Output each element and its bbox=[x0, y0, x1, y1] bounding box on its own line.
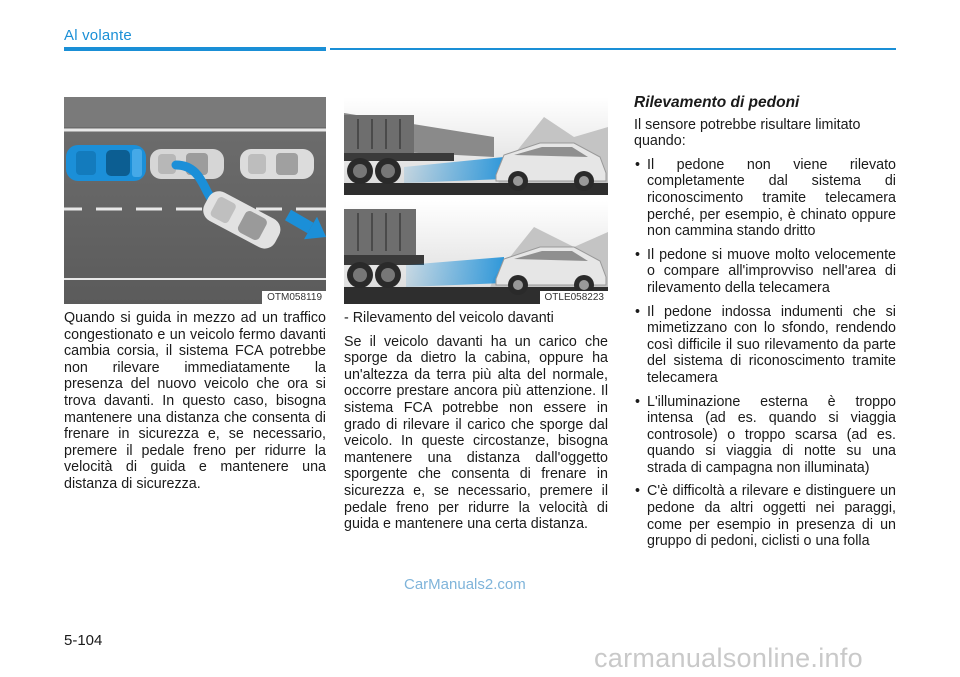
column-3-text bbox=[634, 95, 896, 557]
list-item: • Il pedone non viene rilevato completamente dal sistema di riconoscimento tramite telecamera perché, per esempio, è chinato oppure non cammina stando dritto bbox=[634, 157, 896, 240]
watermark-link[interactable]: CarManuals2.com bbox=[404, 576, 526, 593]
list-item: • C'è difficoltà a rilevare e distinguere un pedone da altri oggetti nei paraggi, come per esempio in presenza di un gruppo di pedoni, ciclisti o una folla bbox=[634, 483, 896, 549]
section-header-title: Al volante bbox=[64, 27, 132, 44]
truck-overhang-illustration bbox=[344, 97, 608, 304]
figure-code-label: OTM058119 bbox=[262, 291, 326, 304]
paragraph-overhang-load: Se il veicolo davanti ha un carico che sporge da dietro la cabina, oppure ha un'altezza da terra più alta del normale, occorre prestare ancora più attenzione. Il sistema FCA potrebbe non essere in grado di rilevare il carico che sporge dal veicolo. In queste circostanze, bisogna mantenere una distanza dall'oggetto sporgente che consenta di frenare in sicurezza e, se necessario, premere il pedale freno per ridurre la velocità di guida e mantenere una certa distanza. bbox=[344, 333, 608, 533]
list-item: • L'illuminazione esterna è troppo intensa (ad es. quando si viaggia controsole) o troppo scarsa (ad es. quando si viaggia di notte su una strada di campagna non illuminata) bbox=[634, 394, 896, 477]
list-item: • Il pedone si muove molto velocemente o compare all'improvviso nell'area di rilevamento della telecamera bbox=[634, 247, 896, 297]
header-rule-thick bbox=[64, 47, 326, 51]
figure-lane-change bbox=[64, 97, 326, 304]
paragraph-intro: Il sensore potrebbe risultare limitato quando: bbox=[634, 116, 861, 150]
lane-change-illustration bbox=[64, 97, 326, 304]
header-rule-thin bbox=[330, 48, 896, 50]
subheading-vehicle-detection: - Rilevamento del veicolo davanti bbox=[344, 310, 554, 326]
ego-vehicle-blue bbox=[66, 145, 146, 181]
column-1-text bbox=[64, 310, 326, 500]
figure-code-label: OTLE058223 bbox=[540, 291, 609, 304]
watermark-text: carmanualsonline.info bbox=[594, 643, 863, 673]
list-item: • Il pedone indossa indumenti che si mimetizzano con lo sfondo, rendendo così difficile il suo rilevamento da parte del sistema di riconoscimento tramite telecamera bbox=[634, 304, 896, 387]
column-2-text bbox=[344, 310, 608, 540]
section-title-pedestrian: Rilevamento di pedoni bbox=[634, 94, 800, 111]
page-number: 5-104 bbox=[64, 632, 103, 649]
paragraph-lane-change: Quando si guida in mezzo ad un traffico congestionato e un veicolo fermo davanti cambia corsia, il sistema FCA potrebbe non rilevare immediatamente la presenza del nuovo veicolo che ora si trova davanti. In questo caso, bisogna mantenere una distanza che consenta di frenare in sicurezza e, se necessario, premere il pedale freno per ridurre la velocità di guida e mantenere una distanza di sicurezza. bbox=[64, 310, 326, 492]
figure-truck-overhang bbox=[344, 97, 608, 304]
limitations-list bbox=[634, 157, 896, 550]
